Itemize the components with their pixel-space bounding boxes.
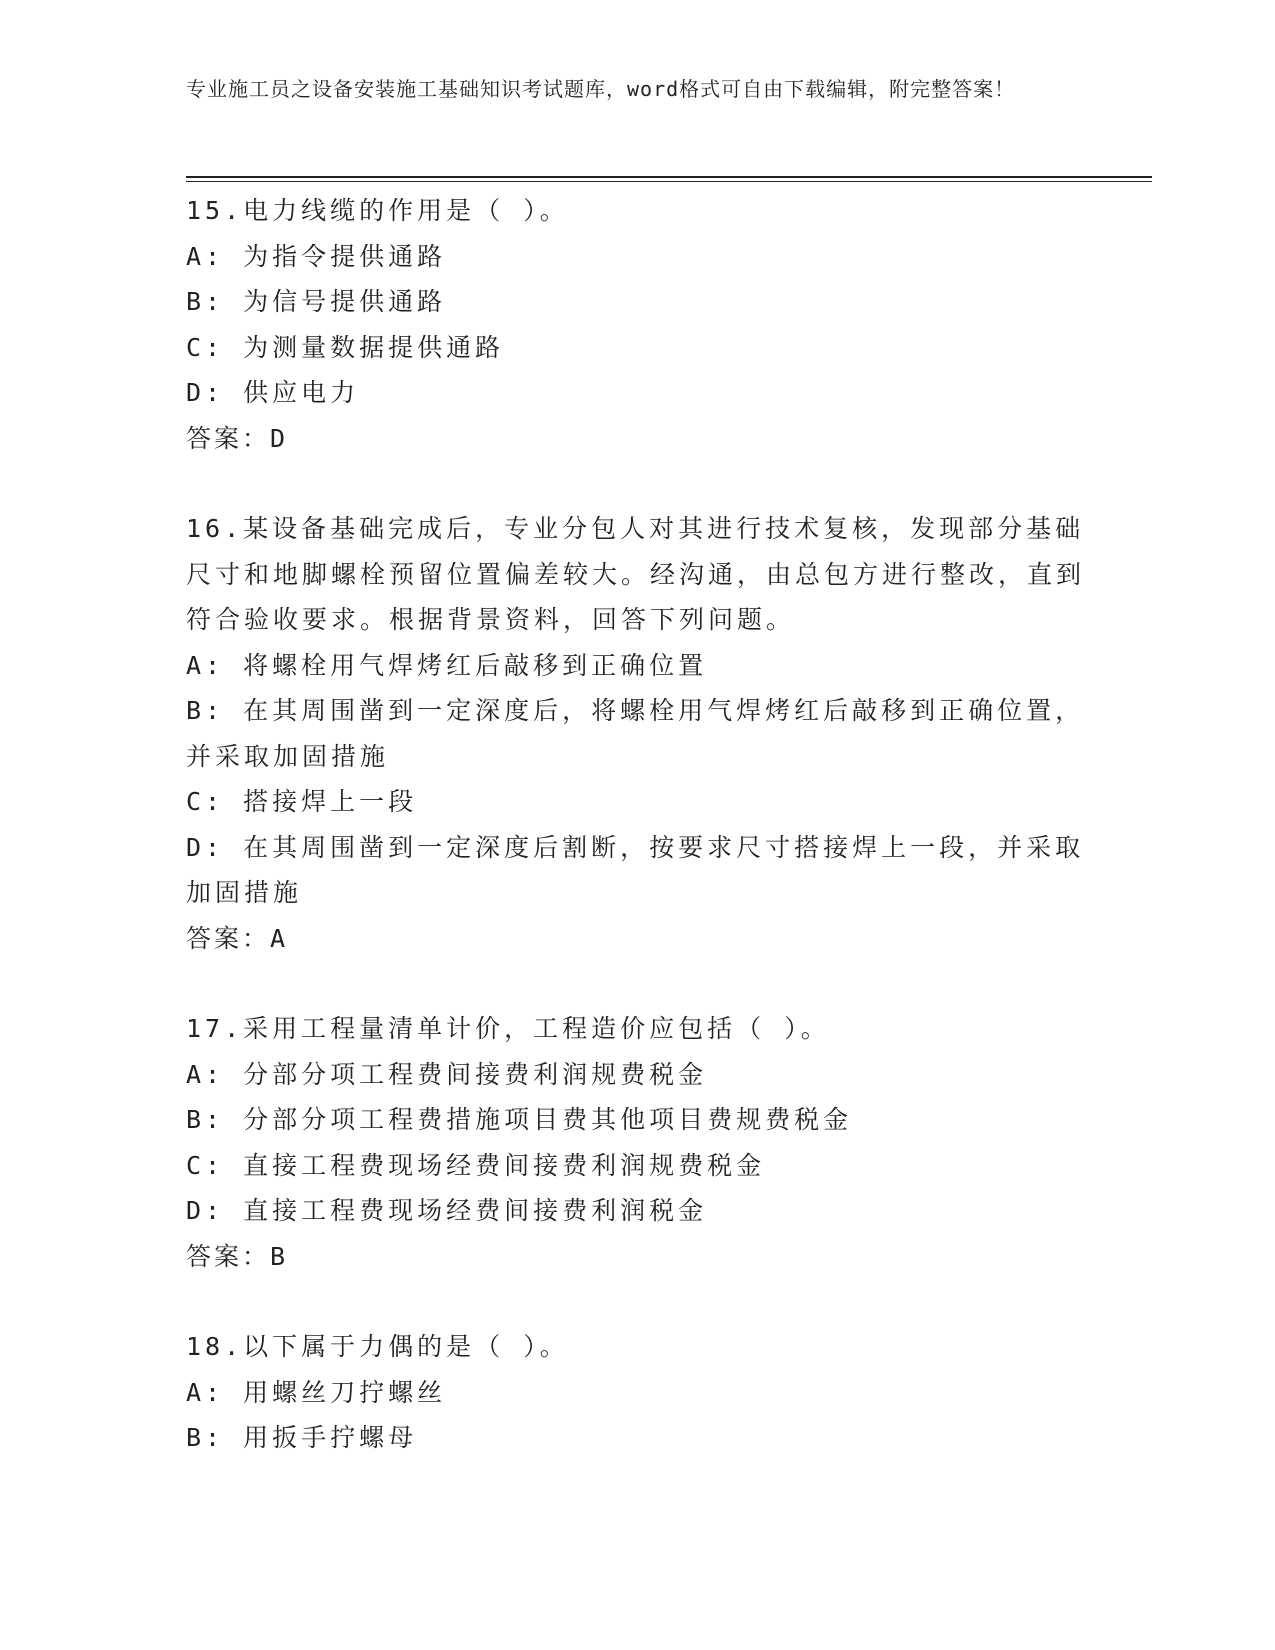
- question-stem: 18.以下属于力偶的是（ ）。: [186, 1332, 569, 1361]
- answer-label: 答案：: [186, 923, 271, 953]
- question-stem: 15.电力线缆的作用是（ ）。: [186, 196, 569, 225]
- question-16: [186, 506, 1086, 961]
- question-17: [186, 1006, 1086, 1279]
- question-15: [186, 188, 1086, 461]
- header-rule-thin: [186, 181, 1152, 182]
- option-a: A: 将螺栓用气焊烤红后敲移到正确位置: [186, 650, 708, 680]
- option-a: A: 用螺丝刀拧螺丝: [186, 1377, 447, 1407]
- question-stem: 17.采用工程量清单计价，工程造价应包括（ ）。: [186, 1014, 830, 1043]
- option-c: C: 为测量数据提供通路: [186, 332, 505, 362]
- answer-line: [186, 916, 1086, 962]
- option-d: D: 直接工程费现场经费间接费利润税金: [186, 1196, 708, 1225]
- option-b: B: 分部分项工程费措施项目费其他项目费规费税金: [186, 1105, 853, 1134]
- answer-value: B: [270, 1241, 289, 1271]
- option-b: B: 在其周围凿到一定深度后，将螺栓用气焊烤红后敲移到正确位置，并采取加固措施: [186, 696, 1085, 771]
- answer-value: A: [270, 923, 289, 953]
- option-c: C: 搭接焊上一段: [186, 787, 418, 816]
- question-18: [186, 1324, 1086, 1461]
- option-d: D: 在其周围凿到一定深度后割断，按要求尺寸搭接焊上一段，并采取加固措施: [186, 832, 1085, 907]
- question-stem: 16.某设备基础完成后，专业分包人对其进行技术复核，发现部分基础尺寸和地脚螺栓预留位置偏差较大。经沟通，由总包方进行整改，直到符合验收要求。根据背景资料，回答下列问题。: [186, 514, 1086, 634]
- option-d: D: 供应电力: [186, 378, 360, 407]
- answer-line: [186, 416, 1086, 462]
- answer-label: 答案：: [186, 423, 271, 453]
- answer-value: D: [270, 423, 289, 453]
- question-list: [186, 188, 1086, 1461]
- answer-label: 答案：: [186, 1241, 271, 1271]
- option-a: A: 分部分项工程费间接费利润规费税金: [186, 1059, 708, 1089]
- document-header: 专业施工员之设备安装施工基础知识考试题库，word格式可自由下载编辑，附完整答案！: [186, 77, 1016, 101]
- option-b: B: 为信号提供通路: [186, 287, 447, 316]
- option-a: A: 为指令提供通路: [186, 241, 447, 271]
- answer-line: [186, 1234, 1086, 1280]
- header-rule-thick: [186, 176, 1152, 178]
- option-c: C: 直接工程费现场经费间接费利润规费税金: [186, 1150, 766, 1180]
- option-b: B: 用扳手拧螺母: [186, 1423, 418, 1452]
